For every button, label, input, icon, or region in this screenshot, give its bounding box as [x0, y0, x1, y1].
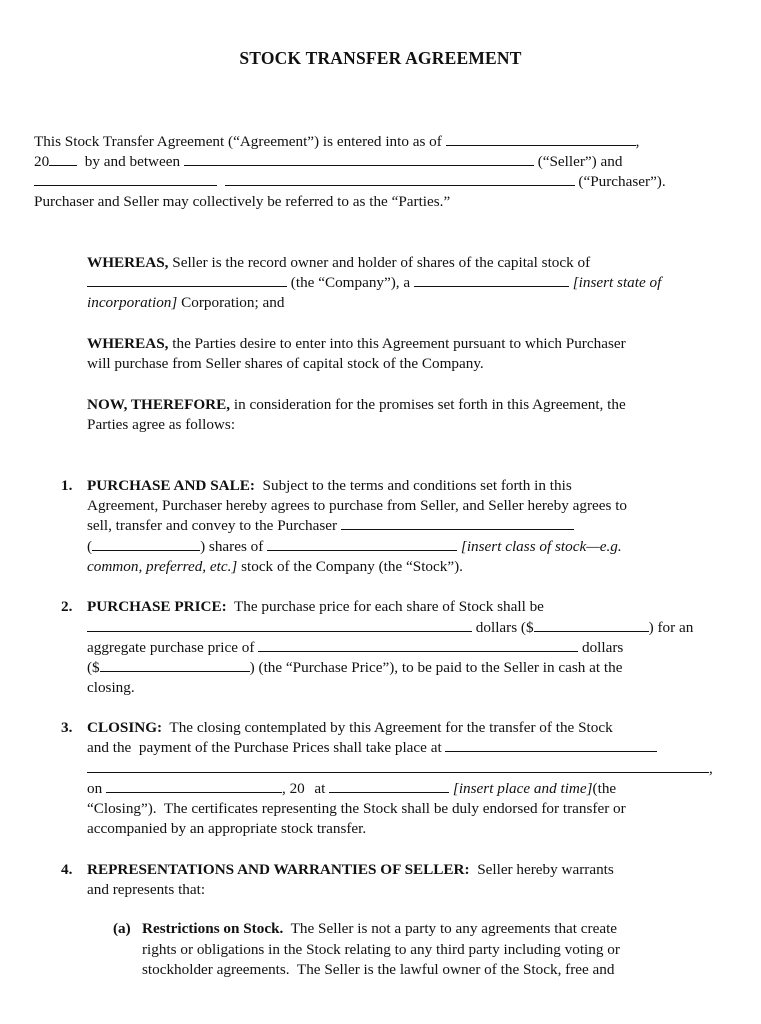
- blank-agreement-date[interactable]: [446, 133, 636, 146]
- blank-share-count[interactable]: [92, 538, 200, 551]
- section-2-number: 2.: [61, 598, 73, 615]
- blank-seller-name[interactable]: [184, 153, 534, 166]
- blank-closing-place[interactable]: [445, 739, 657, 752]
- section-1-line-2: Agreement, Purchaser hereby agrees to purchase from Seller, and Seller hereby agrees to: [87, 497, 628, 514]
- section-4-line-1: REPRESENTATIONS AND WARRANTIES OF SELLER: Seller hereby warrants: [87, 861, 614, 878]
- blank-closing-date[interactable]: [106, 780, 282, 793]
- section-2-line-4: ($ ) (the “Purchase Price”), to be paid to the Seller in cash at the: [87, 659, 623, 676]
- section-4a-line-2: rights or obligations in the Stock relating to any third party including voting or: [142, 941, 620, 958]
- section-2-line-2: dollars ($ ) for an: [87, 619, 693, 637]
- intro-line-2: 20 by and between (“Seller”) and: [34, 153, 623, 170]
- blank-aggregate-words[interactable]: [258, 639, 578, 652]
- section-4a-line-1: Restrictions on Stock. The Seller is not a party to any agreements that create: [142, 920, 618, 937]
- blank-purchaser[interactable]: [341, 517, 574, 530]
- section-4a-label: (a): [113, 920, 131, 937]
- section-2-line-5: closing.: [87, 679, 135, 696]
- section-4-number: 4.: [61, 861, 73, 878]
- section-4-line-2: and represents that:: [87, 881, 206, 898]
- intro-line-3: (“Purchaser”).: [34, 173, 666, 191]
- blank-year[interactable]: [49, 153, 77, 166]
- blank-purchaser-name[interactable]: [225, 173, 575, 186]
- section-3-line-5: “Closing”). The certificates representing the Stock shall be duly endorsed for transfer or: [87, 800, 626, 817]
- blank-aggregate-number[interactable]: [100, 659, 250, 672]
- blank-price-words[interactable]: [87, 619, 472, 632]
- now-therefore-line-1: NOW, THEREFORE, in consideration for the promises set forth in this Agreement, the: [87, 396, 626, 413]
- blank-seller-extra[interactable]: [34, 173, 217, 186]
- section-3-line-3: ,: [87, 760, 713, 778]
- section-3-line-6: accompanied by an appropriate stock transfer.: [87, 820, 367, 837]
- section-1-line-4: ( ) shares of [insert class of stock—e.g.: [87, 538, 622, 555]
- now-therefore-line-2: Parties agree as follows:: [87, 416, 236, 433]
- blank-company-name[interactable]: [87, 274, 287, 287]
- blank-stock-class[interactable]: [267, 538, 457, 551]
- whereas-2-line-1: WHEREAS, the Parties desire to enter into this Agreement pursuant to which Purchaser: [87, 335, 626, 352]
- section-3-line-2: and the payment of the Purchase Prices shall take place at: [87, 739, 657, 757]
- section-3-number: 3.: [61, 719, 73, 736]
- blank-closing-place-cont[interactable]: [87, 760, 709, 773]
- whereas-1-line-1: WHEREAS, Seller is the record owner and holder of shares of the capital stock of: [87, 254, 591, 271]
- blank-closing-time[interactable]: [329, 780, 449, 793]
- section-1-line-1: PURCHASE AND SALE: Subject to the terms and conditions set forth in this: [87, 477, 572, 494]
- blank-price-number[interactable]: [534, 619, 649, 632]
- section-1-line-3: sell, transfer and convey to the Purchaser: [87, 517, 574, 535]
- blank-state[interactable]: [414, 274, 569, 287]
- intro-line-1: This Stock Transfer Agreement (“Agreement”) is entered into as of ,: [34, 133, 640, 150]
- section-2-line-1: PURCHASE PRICE: The purchase price for each share of Stock shall be: [87, 598, 544, 615]
- section-1-number: 1.: [61, 477, 73, 494]
- section-1-line-5: common, preferred, etc.] stock of the Company (the “Stock”).: [87, 558, 463, 575]
- whereas-1-line-3: incorporation] Corporation; and: [87, 294, 285, 311]
- section-2-line-3: aggregate purchase price of dollars: [87, 639, 624, 656]
- intro-line-4: Purchaser and Seller may collectively be referred to as the “Parties.”: [34, 193, 451, 210]
- whereas-2-line-2: will purchase from Seller shares of capital stock of the Company.: [87, 355, 484, 372]
- document-title: STOCK TRANSFER AGREEMENT: [239, 48, 522, 68]
- section-3-line-4: on , 20 at [insert place and time](the: [87, 780, 617, 797]
- whereas-1-line-2: (the “Company”), a [insert state of: [87, 274, 661, 292]
- section-3-line-1: CLOSING: The closing contemplated by this Agreement for the transfer of the Stock: [87, 719, 613, 736]
- section-4a-line-3: stockholder agreements. The Seller is the lawful owner of the Stock, free and: [142, 961, 615, 978]
